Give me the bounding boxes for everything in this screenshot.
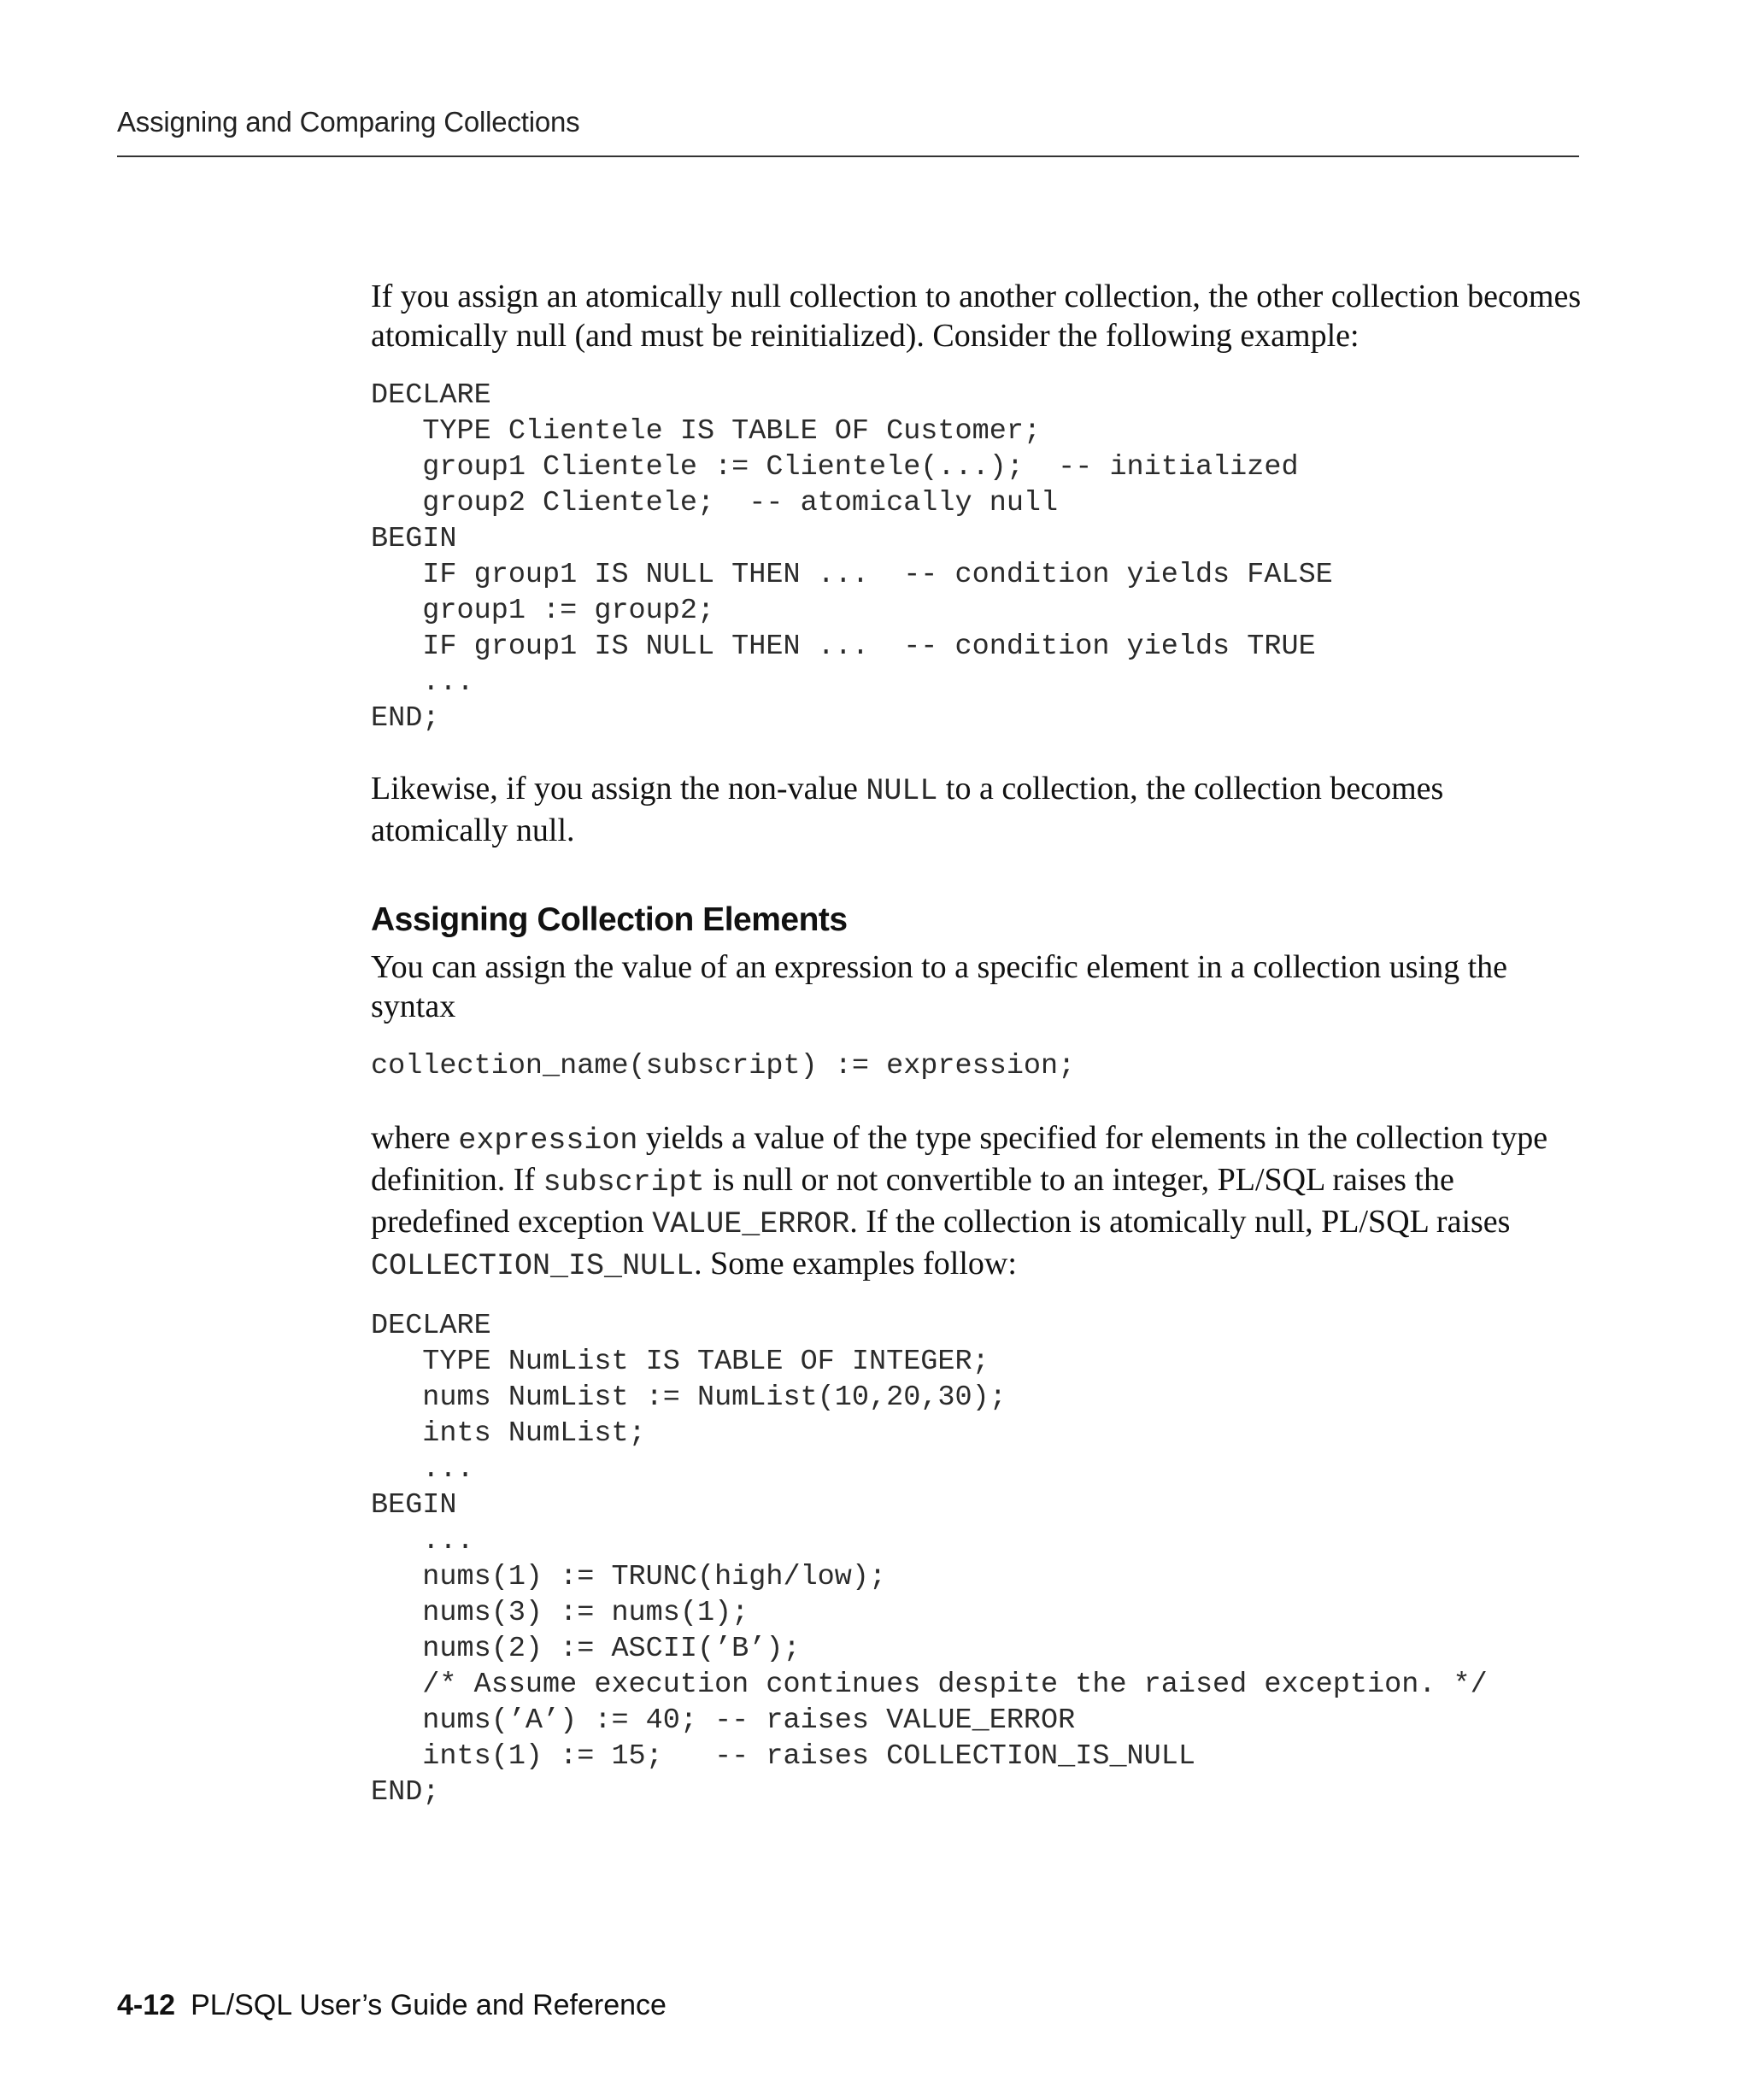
header-rule (117, 155, 1579, 157)
intro-paragraph: If you assign an atomically null collection to another collection, the other collection becomes atomically null (and must be reinitialized). Consider the following example: (371, 279, 1582, 354)
page-footer (117, 1989, 667, 2022)
likewise-text-1: Likewise, if you assign the non-value (371, 771, 866, 807)
running-head-title: Assigning and Comparing Collections (117, 106, 580, 138)
where-text-1: where (371, 1120, 459, 1156)
where-paragraph (371, 1118, 1584, 1286)
syntax-code: collection_name(subscript) := expression; (371, 1050, 1076, 1082)
page-content (371, 277, 1584, 1810)
section-intro-paragraph: You can assign the value of an expression to a specific element in a collection using the syntax (371, 949, 1507, 1024)
where-text-5: . Some examples follow: (694, 1246, 1017, 1282)
where-code-expression: expression (458, 1123, 638, 1158)
where-text-3: is null or not convertible to an integer, PL/SQL raises the predefined exception (371, 1162, 1454, 1240)
section-heading: Assigning Collection Elements (371, 901, 848, 938)
where-text-4: . If the collection is atomically null, PL/SQL raises (849, 1204, 1511, 1240)
footer-book-title: PL/SQL User’s Guide and Reference (191, 1989, 667, 2021)
where-text-2: yields a value of the type specified for elements in the collection type definition. If (371, 1120, 1548, 1198)
code-example-1: DECLARE TYPE Clientele IS TABLE OF Customer; group1 Clientele := Clientele(...); -- initialized group2 Clientele; -- atomically null BEGIN IF group1 IS NULL THEN ... -- condition yields FALSE group1 := group2; IF group1 IS NULL THEN ... -- condition yields TRUE ... END; (371, 379, 1333, 735)
footer-page-number: 4-12 (117, 1989, 176, 2021)
likewise-text-2: to a collection, the collection becomes atomically null. (371, 771, 1444, 848)
where-code-collection-is-null: COLLECTION_IS_NULL (371, 1249, 695, 1283)
likewise-code-null: NULL (866, 774, 938, 808)
where-code-value-error: VALUE_ERROR (652, 1207, 850, 1241)
likewise-paragraph (371, 769, 1584, 850)
where-code-subscript: subscript (543, 1165, 705, 1200)
code-example-2: DECLARE TYPE NumList IS TABLE OF INTEGER; nums NumList := NumList(10,20,30); ints NumList; ... BEGIN ... nums(1) := TRUNC(high/low); nums(3) := nums(1); nums(2) := ASCII(’B’); /* Assume execution continues despite the raised exception. */ nums(’A’) := 40; -- raises VALUE_ERROR ints(1) := 15; -- raises COLLECTION_IS_NULL END; (371, 1310, 1488, 1809)
